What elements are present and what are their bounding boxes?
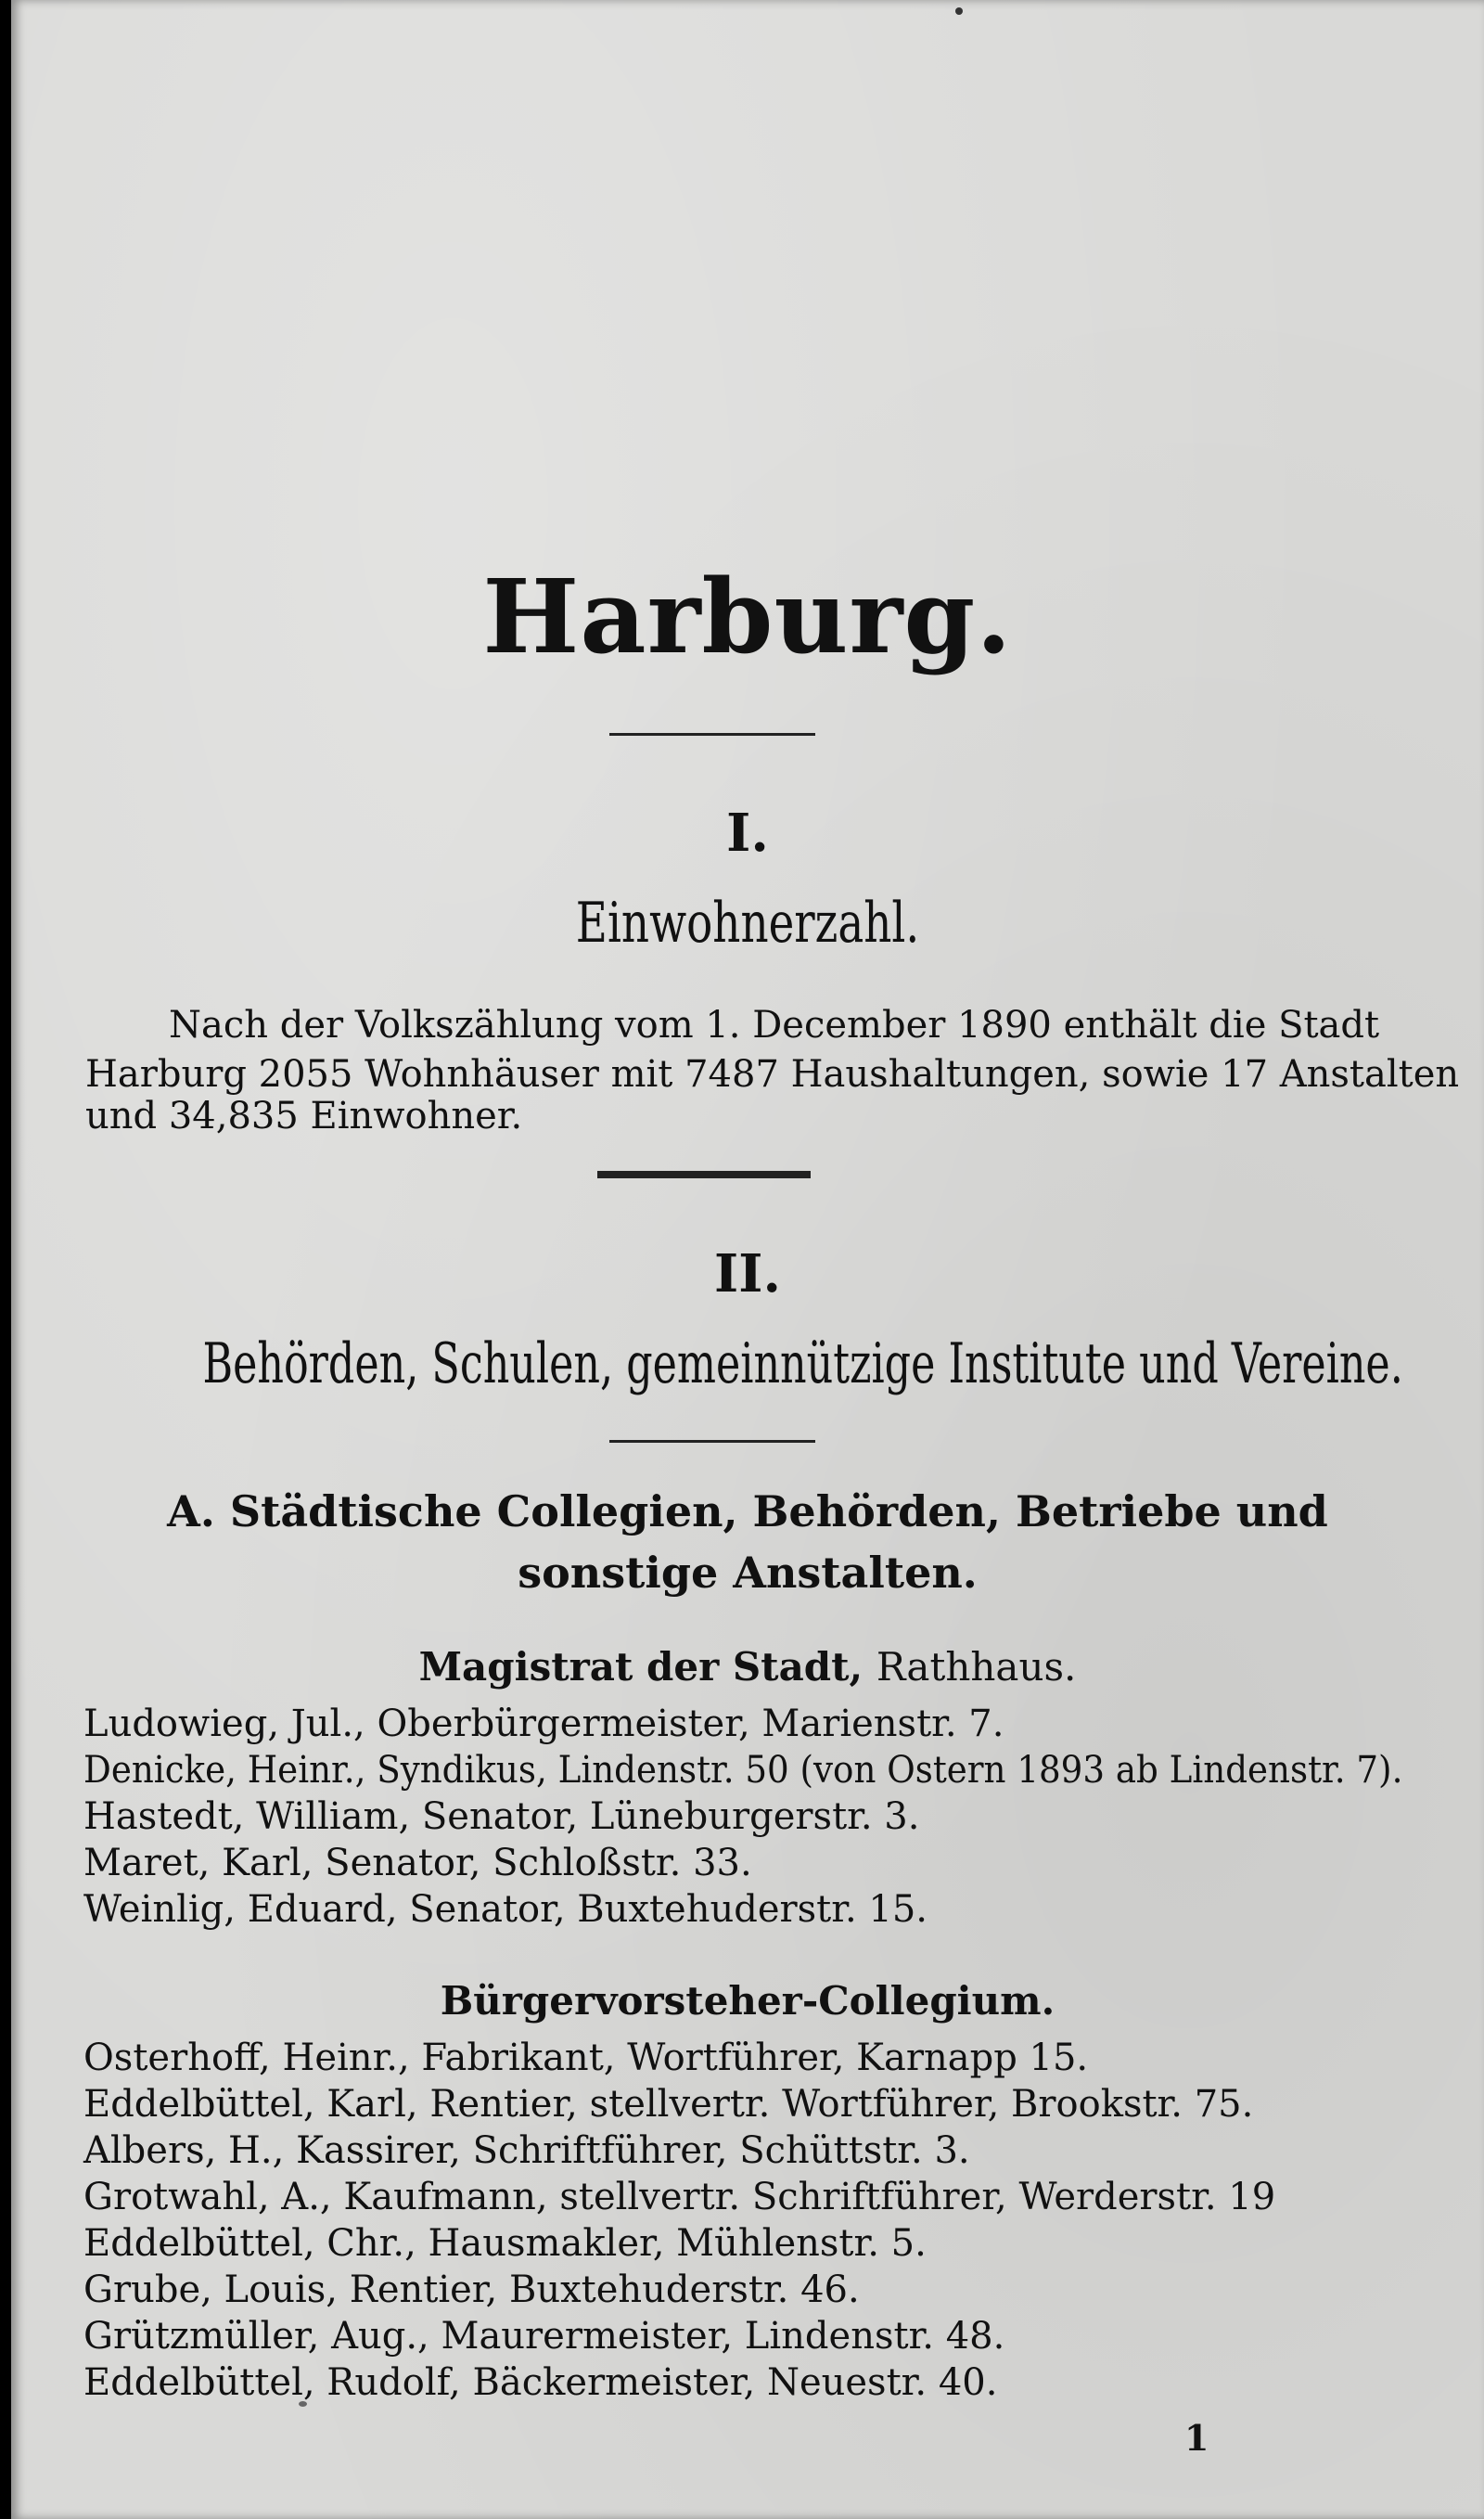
buergervorsteher-entry: Osterhoff, Heinr., Fabrikant, Wortführer, Karnapp 15. <box>83 2037 1089 2079</box>
magistrat-heading <box>11 1644 1484 1690</box>
magistrat-entry: Maret, Karl, Senator, Schloßstr. 33. <box>83 1842 752 1884</box>
buergervorsteher-heading: Bürgervorsteher-Collegium. <box>440 1978 1055 2024</box>
section-one-numeral: I. <box>726 803 769 864</box>
magistrat-entry: Hastedt, William, Senator, Lüneburgerstr. 3. <box>83 1795 920 1838</box>
page-title: Harburg. <box>482 557 1013 676</box>
section-a-heading-line-1: A. Städtische Collegien, Behörden, Betriebe und <box>167 1486 1328 1536</box>
buergervorsteher-entry: Eddelbüttel, Chr., Hausmakler, Mühlenstr. 5. <box>83 2222 927 2265</box>
magistrat-location: Rathhaus. <box>876 1644 1077 1690</box>
section-two-numeral: II. <box>714 1243 781 1304</box>
title-divider <box>609 733 815 736</box>
population-paragraph-line-3: und 34,835 Einwohner. <box>85 1095 523 1137</box>
buergervorsteher-entry: Albers, H., Kassirer, Schriftführer, Schüttstr. 3. <box>83 2129 970 2172</box>
print-speck <box>955 7 963 15</box>
population-paragraph-line-1: Nach der Volkszählung vom 1. December 1890 enthält die Stadt <box>169 1004 1380 1047</box>
population-paragraph-line-2: Harburg 2055 Wohnhäuser mit 7487 Haushaltungen, sowie 17 Anstalten <box>85 1053 1460 1096</box>
section-two-divider <box>609 1440 815 1443</box>
magistrat-entry: Denicke, Heinr., Syndikus, Lindenstr. 50 (von Ostern 1893 ab Lindenstr. 7). <box>83 1749 1403 1792</box>
magistrat-entry: Ludowieg, Jul., Oberbürgermeister, Marienstr. 7. <box>83 1703 1004 1745</box>
section-one-heading: Einwohnerzahl. <box>575 891 920 956</box>
section-a-heading-line-2: sonstige Anstalten. <box>518 1548 978 1598</box>
section-divider <box>597 1171 811 1178</box>
document-page <box>11 0 1484 2519</box>
buergervorsteher-entry: Grube, Louis, Rentier, Buxtehuderstr. 46. <box>83 2268 860 2311</box>
buergervorsteher-entry: Grotwahl, A., Kaufmann, stellvertr. Schriftführer, Werderstr. 19 <box>83 2176 1276 2218</box>
buergervorsteher-entry: Grützmüller, Aug., Maurermeister, Lindenstr. 48. <box>83 2315 1005 2358</box>
magistrat-title: Magistrat der Stadt, <box>418 1644 864 1690</box>
page-number: 1 <box>1184 2417 1209 2459</box>
buergervorsteher-entry: Eddelbüttel, Rudolf, Bäckermeister, Neuestr. 40. <box>83 2361 998 2404</box>
magistrat-entry: Weinlig, Eduard, Senator, Buxtehuderstr. 15. <box>83 1888 928 1931</box>
buergervorsteher-entry: Eddelbüttel, Karl, Rentier, stellvertr. Wortführer, Brookstr. 75. <box>83 2083 1254 2126</box>
section-two-heading: Behörden, Schulen, gemeinnützige Institute und Vereine. <box>202 1331 1403 1396</box>
